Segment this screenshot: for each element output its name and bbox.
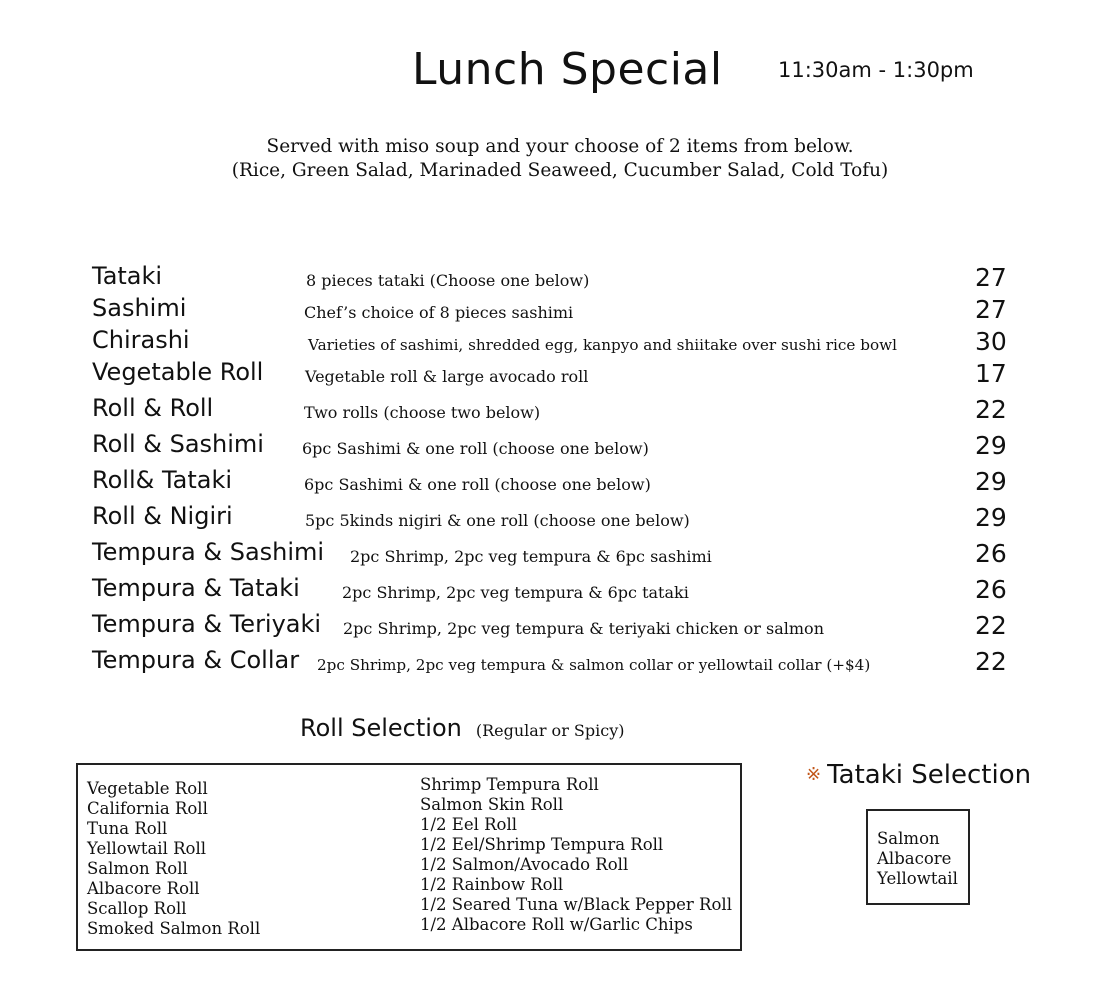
tataki-option: Yellowtail [877, 869, 958, 888]
menu-item-name: Roll & Nigiri [92, 502, 233, 530]
roll-option: Tuna Roll [87, 819, 168, 838]
menu-item-price: 22 [975, 395, 1007, 424]
menu-item-description: Vegetable roll & large avocado roll [305, 367, 589, 386]
menu-item-price: 30 [975, 327, 1007, 356]
menu-item-price: 17 [975, 359, 1007, 388]
menu-item-name: Vegetable Roll [92, 358, 264, 386]
roll-option: 1/2 Eel Roll [420, 815, 518, 834]
menu-item-description: Chef’s choice of 8 pieces sashimi [304, 303, 574, 322]
roll-option: 1/2 Rainbow Roll [420, 875, 564, 894]
menu-item-description: 6pc Sashimi & one roll (choose one below) [304, 475, 651, 494]
menu-item [92, 572, 1022, 608]
menu-item [92, 536, 1022, 572]
menu-item-name: Tempura & Tataki [92, 574, 300, 602]
menu-item [92, 644, 1022, 680]
roll-option: Salmon Roll [87, 859, 188, 878]
menu-item-description: 2pc Shrimp, 2pc veg tempura & salmon collar or yellowtail collar (+$4) [317, 656, 871, 674]
menu-item-description: 8 pieces tataki (Choose one below) [306, 271, 590, 290]
menu-item [92, 356, 1022, 392]
menu-item-name: Roll & Sashimi [92, 430, 264, 458]
menu-item-name: Roll& Tataki [92, 466, 233, 494]
roll-option: 1/2 Eel/Shrimp Tempura Roll [420, 835, 664, 854]
tataki-list [877, 829, 958, 889]
menu-item [92, 260, 1022, 296]
tataki-selection-title: Tataki Selection [827, 760, 1032, 790]
service-hours: 11:30am - 1:30pm [778, 58, 974, 82]
roll-option: Yellowtail Roll [87, 839, 207, 858]
menu-item-description: 2pc Shrimp, 2pc veg tempura & 6pc sashimi [350, 547, 712, 566]
menu-item-price: 26 [975, 539, 1007, 568]
roll-option: 1/2 Salmon/Avocado Roll [420, 855, 629, 874]
tataki-selection-heading [806, 760, 1031, 790]
menu-item-price: 29 [975, 467, 1007, 496]
menu-item-name: Sashimi [92, 294, 187, 322]
menu-item-price: 22 [975, 647, 1007, 676]
roll-option: Shrimp Tempura Roll [420, 775, 599, 794]
roll-list-right [420, 775, 732, 935]
menu-item-description: 2pc Shrimp, 2pc veg tempura & teriyaki chicken or salmon [343, 619, 824, 638]
roll-option: Scallop Roll [87, 899, 187, 918]
roll-selection-note: (Regular or Spicy) [475, 721, 625, 740]
roll-selection-title: Roll Selection [300, 714, 462, 742]
menu-item [92, 392, 1022, 428]
menu-item [92, 464, 1022, 500]
menu-item-description: Varieties of sashimi, shredded egg, kanpyo and shiitake over sushi rice bowl [308, 336, 897, 354]
menu-item-description: Two rolls (choose two below) [304, 403, 541, 422]
roll-selection-box [76, 763, 742, 951]
menu-item-description: 5pc 5kinds nigiri & one roll (choose one below) [305, 511, 690, 530]
roll-option: 1/2 Albacore Roll w/Garlic Chips [420, 915, 693, 934]
menu-item-price: 22 [975, 611, 1007, 640]
menu-item-price: 29 [975, 431, 1007, 460]
tataki-option: Albacore [877, 849, 952, 868]
menu-item-description: 2pc Shrimp, 2pc veg tempura & 6pc tataki [342, 583, 689, 602]
roll-option: 1/2 Seared Tuna w/Black Pepper Roll [420, 895, 732, 914]
roll-option: Smoked Salmon Roll [87, 919, 261, 938]
menu-item-name: Chirashi [92, 326, 190, 354]
roll-list-left [87, 779, 260, 939]
menu-item [92, 428, 1022, 464]
menu-item-name: Tempura & Teriyaki [92, 610, 322, 638]
roll-option: Albacore Roll [87, 879, 200, 898]
tataki-selection-box [866, 809, 970, 905]
roll-option: California Roll [87, 799, 208, 818]
intro-text [0, 135, 1120, 183]
menu-item-name: Tempura & Sashimi [92, 538, 325, 566]
roll-selection-heading [300, 714, 624, 742]
menu-item-name: Tataki [92, 262, 163, 290]
menu-item-price: 29 [975, 503, 1007, 532]
menu-item [92, 324, 1022, 360]
intro-line-2: (Rice, Green Salad, Marinaded Seaweed, Cucumber Salad, Cold Tofu) [231, 160, 889, 181]
menu-item-price: 26 [975, 575, 1007, 604]
menu-item [92, 292, 1022, 328]
menu-item [92, 500, 1022, 536]
roll-option: Vegetable Roll [87, 779, 208, 798]
menu-item-name: Roll & Roll [92, 394, 214, 422]
menu-item-description: 6pc Sashimi & one roll (choose one below) [302, 439, 649, 458]
menu-item-price: 27 [975, 295, 1007, 324]
intro-line-1: Served with miso soup and your choose of 2 items from below. [266, 136, 854, 157]
menu-item-name: Tempura & Collar [92, 646, 300, 674]
page-title: Lunch Special [412, 44, 723, 95]
reference-mark-icon: ※ [806, 764, 822, 785]
roll-option: Salmon Skin Roll [420, 795, 564, 814]
tataki-option: Salmon [877, 829, 940, 848]
menu-item [92, 608, 1022, 644]
menu-item-price: 27 [975, 263, 1007, 292]
